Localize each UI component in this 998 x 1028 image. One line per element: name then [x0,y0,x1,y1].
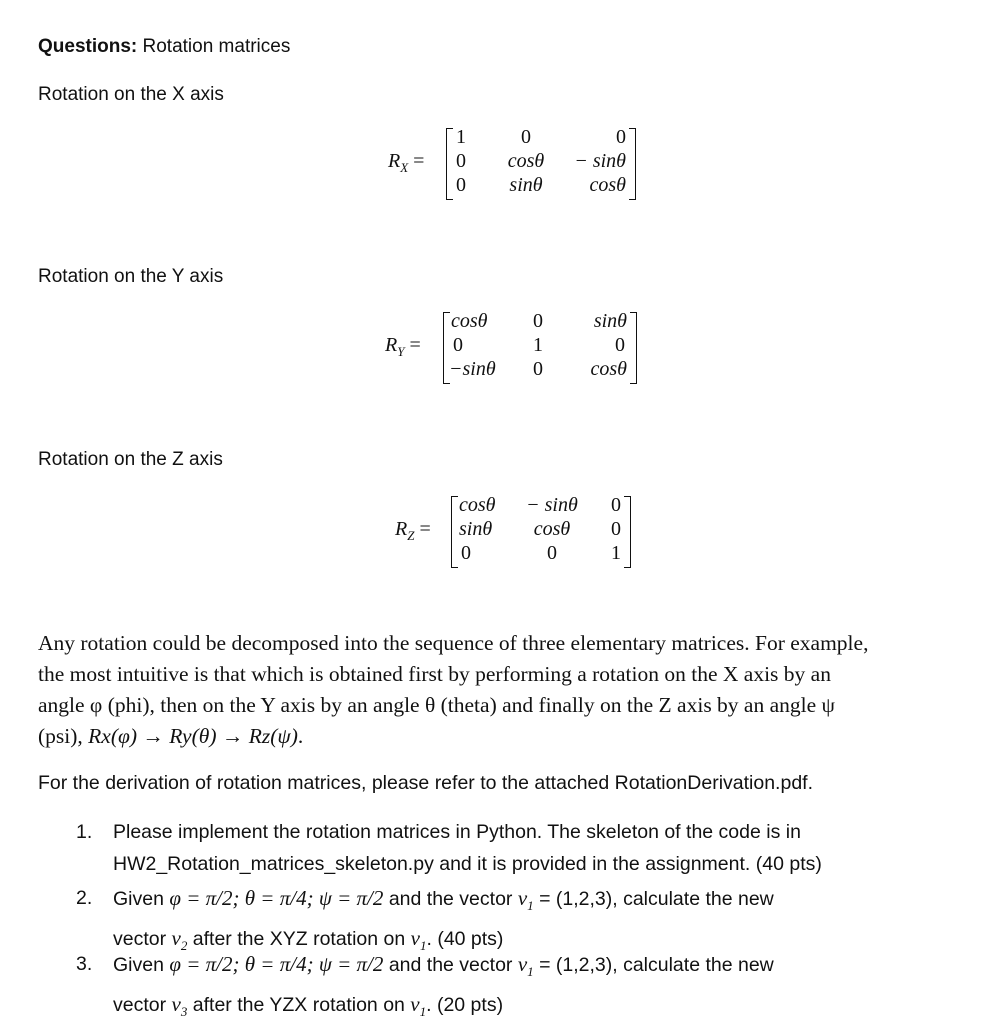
matrix-cell: 0 [611,494,621,516]
question-line: Please implement the rotation matrices in Python. The skeleton of the code is in [113,821,801,843]
question-given: Given [113,888,170,910]
section-label-z: Rotation on the Z axis [38,449,223,470]
question-line [113,948,993,988]
matrix-cell: sinθ [509,174,543,196]
question-text-part: . (20 pts) [426,994,504,1017]
matrix-cell: 0 [616,126,626,148]
matrix-bracket-left [451,496,458,568]
matrix-sub-z: Z [407,528,415,543]
matrix-name-x: R [388,150,401,172]
rotation-matrix-z [451,494,631,570]
paragraph-prefix: (psi), [38,724,89,748]
question-mid: and the vector [383,888,518,910]
matrix-cell: cosθ [451,310,488,332]
question-given: Given [113,954,170,976]
decomposition-paragraph [38,628,988,752]
rotation-matrix-y [443,310,637,386]
vector-symbol: $v_2$ [171,926,188,954]
rotation-matrix-x [446,126,636,202]
matrix-cell: sinθ [459,518,493,540]
matrix-cell: − sinθ [526,494,578,516]
page-title [38,36,290,58]
list-item [76,882,986,954]
matrix-cell: sinθ [593,310,627,332]
list-item [76,948,986,1020]
matrix-cell: 0 [456,150,466,172]
angle-values: φ = π/2; θ = π/4; ψ = π/2 [169,886,384,910]
matrix-sub-x: X [400,160,409,175]
matrix-name-y: R [385,334,398,356]
matrix-cell: 0 [547,542,557,564]
question-number: 2. [76,887,93,909]
matrix-cell: 1 [611,542,621,564]
matrix-cell: 1 [533,334,543,356]
matrix-equals-x: = [408,150,425,172]
matrix-cell: −sinθ [449,358,496,380]
matrix-cell: 0 [615,334,625,356]
question-eq: = (1,2,3), calculate the new [533,888,774,910]
matrix-label-y [385,334,421,360]
matrix-cell: 0 [453,334,463,356]
question-text-part: vector [113,928,172,951]
matrix-bracket-left [446,128,453,200]
vector-symbol: $v_1$ [410,926,427,954]
vector-symbol: $v_1$ [517,952,534,980]
vector-symbol: $v_3$ [171,992,188,1020]
matrix-cell: cosθ [590,358,627,380]
matrix-cell: 0 [611,518,621,540]
matrix-equals-y: = [404,334,421,356]
matrix-cell: 0 [521,126,531,148]
angle-values: φ = π/2; θ = π/4; ψ = π/2 [169,952,384,976]
matrix-cell: 0 [533,310,543,332]
paragraph-line: angle φ (phi), then on the Y axis by an angle θ (theta) and finally on the Z axis by an angle ψ [38,693,835,717]
question-text [113,948,993,1028]
question-number: 1. [76,821,93,843]
matrix-cell: 0 [456,174,466,196]
matrix-sub-y: Y [397,344,405,359]
matrix-cell: 0 [461,542,471,564]
question-text-part: after the XYZ rotation on [187,928,411,951]
question-line [113,988,993,1028]
question-number: 3. [76,953,93,975]
matrix-cell: cosθ [533,518,571,540]
question-text-part: . (40 pts) [426,928,504,951]
matrix-name-z: R [395,518,408,540]
matrix-label-x [388,150,424,176]
section-label-y: Rotation on the Y axis [38,266,224,287]
matrix-bracket-right [624,496,631,568]
matrix-label-z [395,518,431,544]
list-item [76,816,986,880]
matrix-cell: cosθ [459,494,496,516]
question-line: HW2_Rotation_matrices_skeleton.py and it is provided in the assignment. (40 pts) [113,853,822,875]
rotation-sequence-math: Rx(φ) → Ry(θ) → Rz(ψ) [88,724,298,748]
section-label-x: Rotation on the X axis [38,84,224,105]
vector-symbol: $v_1$ [517,886,534,914]
matrix-cell: cosθ [507,150,545,172]
matrix-cell: − sinθ [574,150,626,172]
paragraph-line: Any rotation could be decomposed into the sequence of three elementary matrices. For example, [38,631,869,655]
question-line [113,882,993,922]
paragraph-line [38,721,988,752]
matrix-bracket-right [629,128,636,200]
page-title-bold: Questions: [38,36,138,57]
question-list [76,816,986,1020]
question-eq: = (1,2,3), calculate the new [533,954,774,976]
page-title-rest: Rotation matrices [137,36,291,57]
matrix-cell: 0 [533,358,543,380]
paragraph-line: the most intuitive is that which is obtained first by performing a rotation on the X axis by an [38,662,831,686]
question-text-part: vector [113,994,172,1017]
matrix-cell: cosθ [589,174,626,196]
question-text [113,816,993,880]
matrix-cell: 1 [456,126,466,148]
paragraph-suffix: . [297,724,304,748]
matrix-equals-z: = [414,518,431,540]
derivation-note: For the derivation of rotation matrices, please refer to the attached RotationDerivation.pdf. [38,772,814,794]
question-mid: and the vector [383,954,518,976]
matrix-bracket-right [630,312,637,384]
vector-symbol: $v_1$ [410,992,427,1020]
question-text-part: after the YZX rotation on [187,994,411,1017]
